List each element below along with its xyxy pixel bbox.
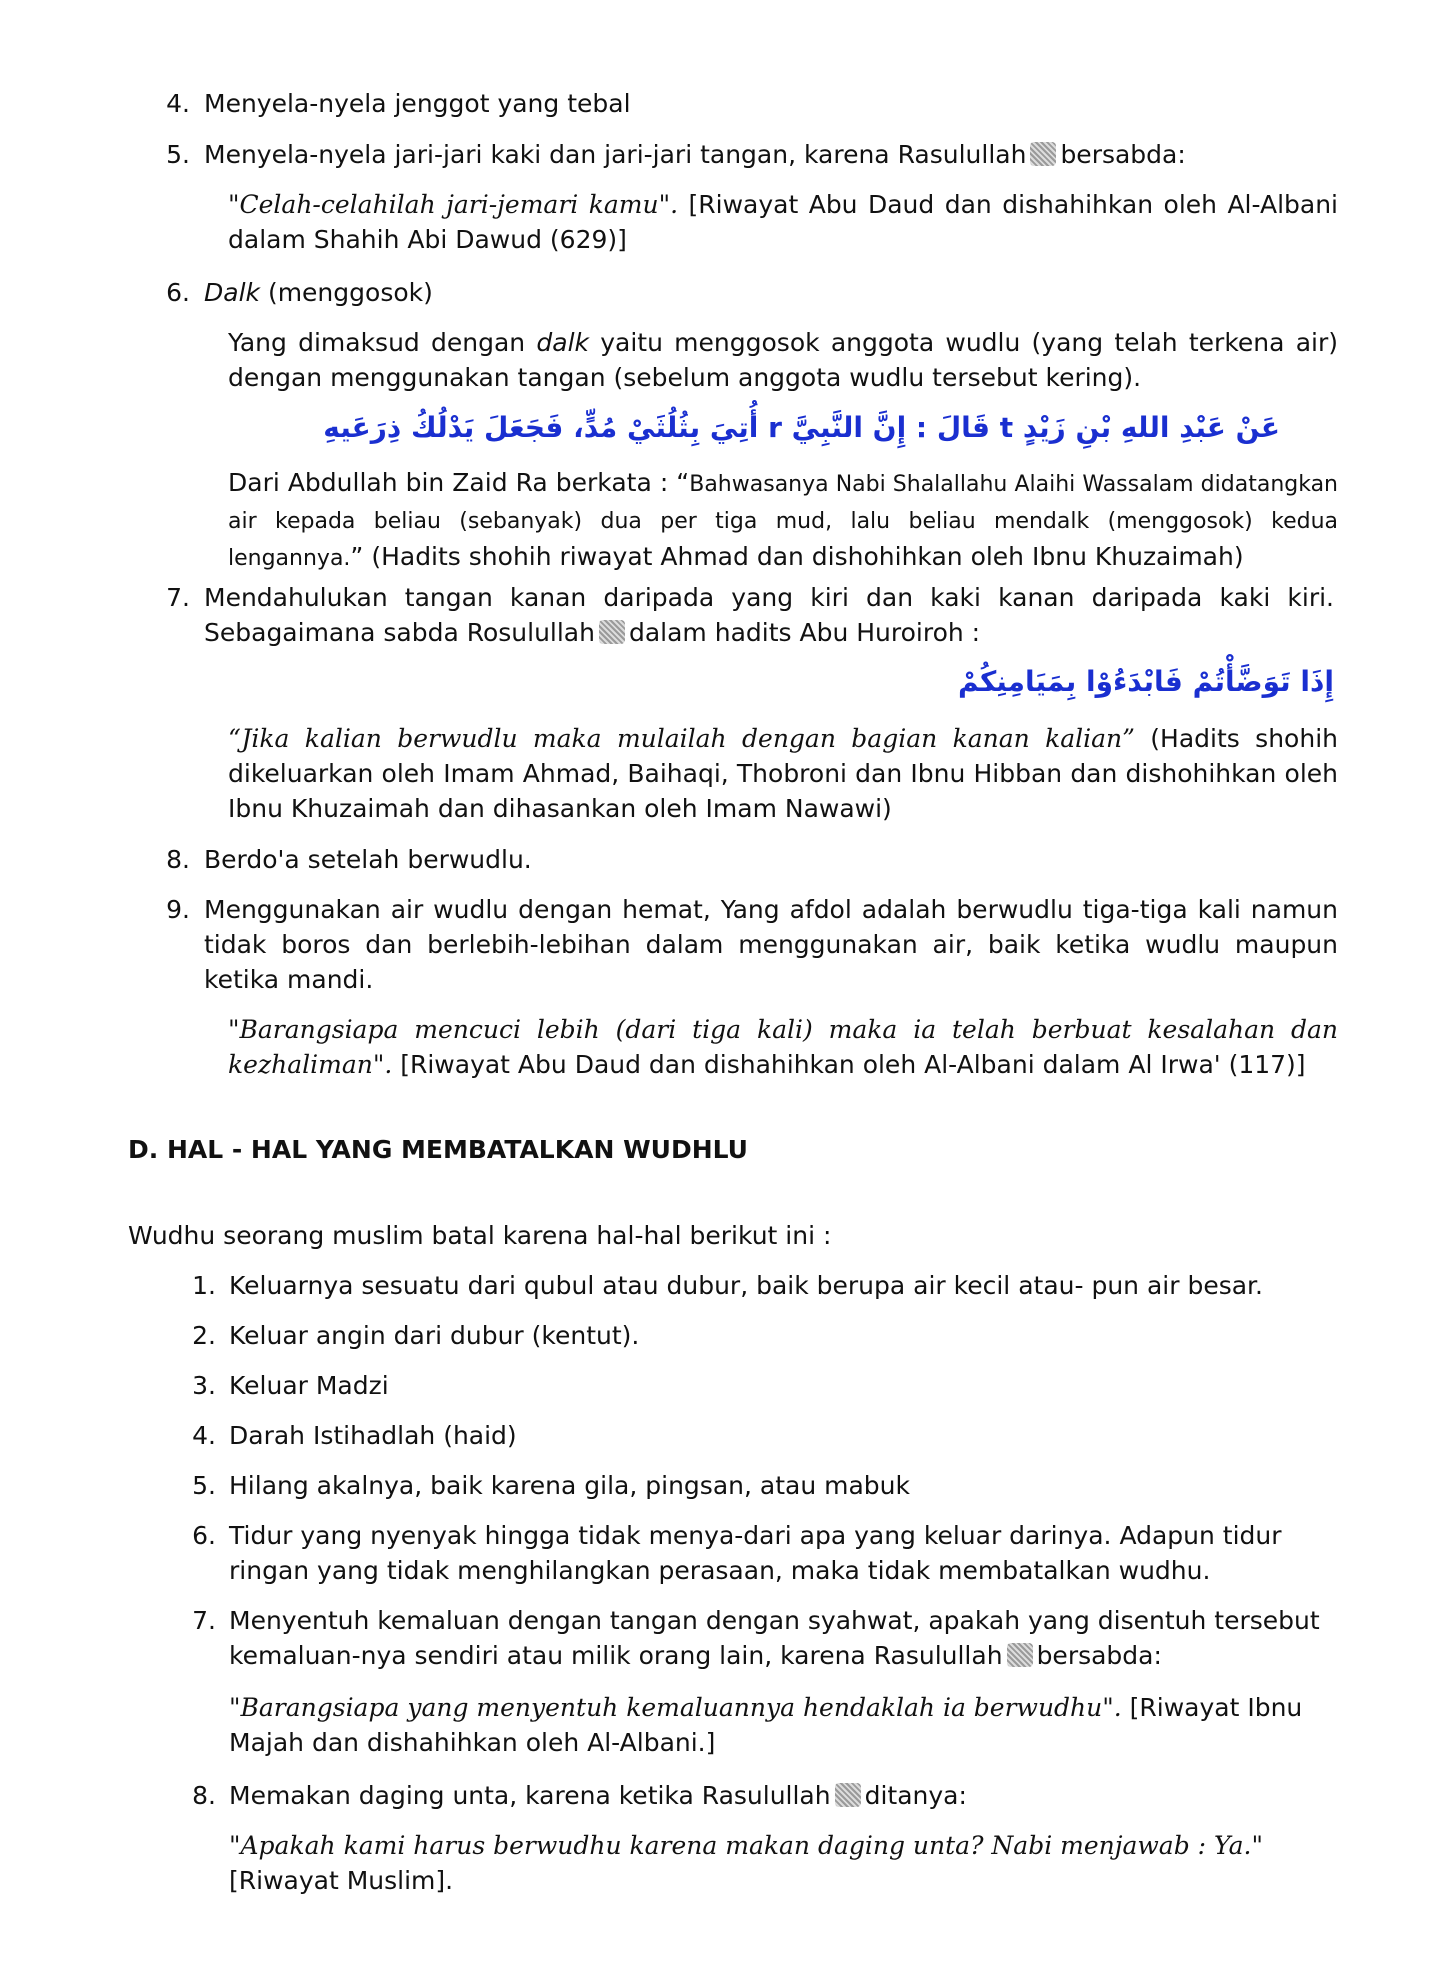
list-number: 4. — [192, 1421, 216, 1450]
list-number: 8. — [192, 1781, 216, 1810]
list-number: 4. — [166, 89, 190, 118]
hadith-quote: "Barangsiapa yang menyentuh kemaluannya hendaklah ia berwudhu". [Riwayat Ibnu Majah dan dishahihkan oleh Al-Albani.] — [229, 1693, 1303, 1757]
list-text: Keluarnya sesuatu dari qubul atau dubur, baik berupa air kecil atau- pun air besar. — [229, 1271, 1263, 1300]
list-text: Menyela-nyela jenggot yang tebal — [204, 89, 631, 118]
salawat-symbol-icon — [599, 620, 625, 644]
list-number: 9. — [166, 895, 190, 924]
list-text: Memakan daging unta, karena ketika Rasulullah ditanya: — [229, 1781, 967, 1810]
list-number: 6. — [166, 278, 190, 307]
list-text: Mendahulukan tangan kanan daripada yang kiri dan kaki kanan daripada kaki kiri. — [204, 583, 1334, 612]
salawat-symbol-icon — [1007, 1643, 1033, 1667]
list-number: 3. — [192, 1371, 216, 1400]
list-number: 7. — [166, 583, 190, 612]
section-intro: Wudhu seorang muslim batal karena hal-hal berikut ini : — [128, 1221, 832, 1250]
arabic-hadith-text: عَنْ عَبْدِ اللهِ بْنِ زَيْدٍ t قَالَ : إِنَّ النَّبِيَّ r أُتِيَ بِثُلُثَيْ مُدٍّ، فَجَعَلَ يَدْلُكُ ذِرَعَيهِ — [323, 411, 1280, 444]
list-text: Keluar angin dari dubur (kentut). — [229, 1321, 640, 1350]
list-text: Tidur yang nyenyak hingga tidak menya-dari apa yang keluar darinya. Adapun tidur ringan yang tidak menghilangkan perasaan, maka tidak membatalkan wudhu. — [229, 1521, 1282, 1585]
list-text: Menyentuh kemaluan dengan tangan dengan syahwat, apakah yang disentuh tersebut — [229, 1606, 1320, 1635]
list-text: Dalk (menggosok) — [204, 278, 433, 307]
list-text: Keluar Madzi — [229, 1371, 389, 1400]
list-number: 5. — [192, 1471, 216, 1500]
hadith-quote: “Jika kalian berwudlu maka mulailah dengan bagian kanan kalian” (Hadits shohih dikeluarkan oleh Imam Ahmad, Baihaqi, Thobroni dan Ibnu Hibban dan dishohihkan oleh Ibnu Khuzaimah dan dihasankan oleh Imam Nawawi) — [228, 724, 1338, 823]
list-text: Menyela-nyela jari-jari kaki dan jari-jari tangan, karena Rasulullah bersabda: — [204, 140, 1186, 169]
list-text-continuation: kemaluan-nya sendiri atau milik orang lain, karena Rasulullah bersabda: — [229, 1641, 1162, 1670]
list-number: 7. — [192, 1606, 216, 1635]
paragraph: Dari Abdullah bin Zaid Ra berkata : “Bahwasanya Nabi Shalallahu Alaihi Wassalam didatangkan air kepada beliau (sebanyak) dua per tiga mud, lalu beliau mendalk (menggosok) kedua lengannya.” (Hadits shohih riwayat Ahmad dan dishohihkan oleh Ibnu Khuzaimah) — [228, 468, 1339, 571]
hadith-quote: "Celah-celahilah jari-jemari kamu". [Riwayat Abu Daud dan dishahihkan oleh Al-Albani dalam Shahih Abi Dawud (629)] — [228, 190, 1338, 254]
list-number: 8. — [166, 845, 190, 874]
list-text: Menggunakan air wudlu dengan hemat, Yang afdol adalah berwudlu tiga-tiga kali namun tidak boros dan berlebih-lebihan dalam menggunakan air, baik ketika wudlu maupun ketika mandi. — [204, 895, 1338, 994]
hadith-quote: "Barangsiapa mencuci lebih (dari tiga kali) maka ia telah berbuat kesalahan dan kezhaliman". [Riwayat Abu Daud dan dishahihkan oleh Al-Albani dalam Al Irwa' (117)] — [228, 1015, 1338, 1079]
list-text-continuation: Sebagaimana sabda Rosulullah dalam hadits Abu Huroiroh : — [204, 618, 981, 647]
list-number: 2. — [192, 1321, 216, 1350]
list-number: 5. — [166, 140, 190, 169]
section-heading: D. HAL - HAL YANG MEMBATALKAN WUDHLU — [128, 1135, 748, 1164]
list-number: 6. — [192, 1521, 216, 1550]
paragraph: Yang dimaksud dengan dalk yaitu menggosok anggota wudlu (yang telah terkena air) dengan menggunakan tangan (sebelum anggota wudlu tersebut kering). — [228, 328, 1338, 392]
list-text: Hilang akalnya, baik karena gila, pingsan, atau mabuk — [229, 1471, 910, 1500]
list-number: 1. — [192, 1271, 216, 1300]
list-text: Darah Istihadlah (haid) — [229, 1421, 517, 1450]
list-text: Berdo'a setelah berwudlu. — [204, 845, 532, 874]
arabic-hadith-text: إِذَا تَوَضَّأْتُمْ فَابْدَءُوْا بِمَيَامِنِكُمْ — [957, 665, 1334, 698]
hadith-quote: "Apakah kami harus berwudhu karena makan daging unta? Nabi menjawab : Ya." [Riwayat Muslim]. — [229, 1831, 1263, 1895]
salawat-symbol-icon — [1030, 142, 1056, 166]
salawat-symbol-icon — [835, 1783, 861, 1807]
